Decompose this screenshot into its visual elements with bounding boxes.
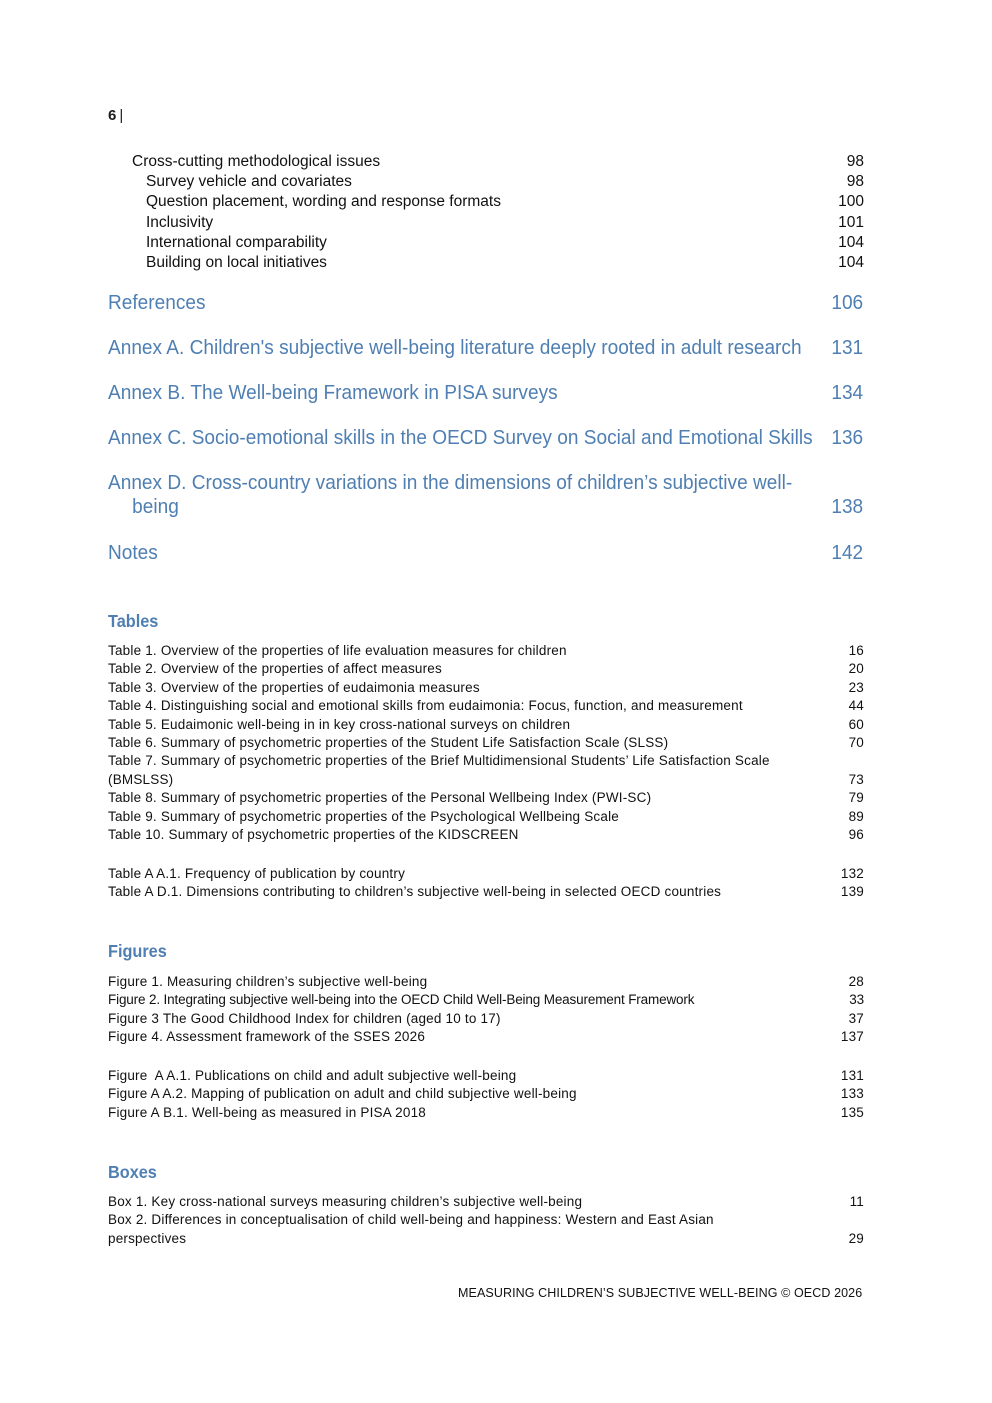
list-item[interactable] [108,697,864,715]
toc-main-entry-page: 136 [831,426,864,449]
toc-main-entry-title-line2: being [132,495,179,518]
toc-entry[interactable] [108,192,864,212]
list-item-title: Table 2. Overview of the properties of affect measures [108,661,442,677]
toc-main-entry[interactable] [108,291,863,315]
list-item-page: 96 [848,827,864,843]
toc-entry-title: Question placement, wording and response formats [146,193,501,211]
list-item-page: 133 [840,1086,864,1102]
list-item-title: Figure 2. Integrating subjective well-being into the OECD Child Well-Being Measurement Framework [108,992,695,1008]
figures-heading: Figures [108,941,167,961]
toc-main-entry[interactable] [108,541,863,565]
toc-entry[interactable] [108,213,864,233]
list-item[interactable] [108,716,864,734]
list-item-page: 139 [840,884,864,900]
list-item-page: 20 [848,661,864,677]
toc-entry-title: International comparability [146,233,327,251]
list-item-title: Figure 1. Measuring children’s subjective well-being [108,974,428,989]
list-item[interactable] [108,1028,864,1046]
toc-main-entry-title: Notes [108,541,158,564]
list-item[interactable] [108,808,864,826]
list-item[interactable] [108,826,864,844]
list-item[interactable] [108,679,864,697]
toc-main-entry-page: 134 [831,381,864,404]
list-item-title: Table 7. Summary of psychometric properties of the Brief Multidimensional Students’ Life Satisfaction Scale (BMSLSS) [108,753,770,787]
list-item-page: 28 [848,974,864,989]
list-item-page: 131 [840,1068,864,1083]
toc-entry-page: 104 [838,233,864,251]
list-item[interactable] [108,973,864,991]
list-item-title: Table 6. Summary of psychometric properties of the Student Life Satisfaction Scale (SLSS) [108,735,669,751]
toc-entry-title: Inclusivity [146,213,214,231]
toc-entry-page: 98 [846,153,864,170]
list-item[interactable] [108,1085,864,1103]
list-item-page: 79 [848,790,864,806]
toc-main-entry-title: Annex C. Socio-emotional skills in the OECD Survey on Social and Emotional Skills [108,426,813,449]
list-item[interactable] [108,642,864,660]
toc-entry-title: Survey vehicle and covariates [146,173,352,191]
list-item[interactable] [108,734,864,752]
list-item-title: Table A D.1. Dimensions contributing to children’s subjective well-being in selected OECD countries [108,884,722,900]
toc-main-entry[interactable] [108,336,863,360]
list-item-title: Figure A A.1. Publications on child and adult subjective well-being [108,1068,517,1083]
list-item-page: 29 [848,1230,864,1246]
toc-entry[interactable] [108,172,864,192]
boxes-list [108,1193,864,1248]
toc-main-entry[interactable] [108,381,863,405]
list-item-page: 44 [848,698,864,714]
list-item[interactable] [108,865,864,883]
page-number-value: 6 [108,107,117,124]
list-item[interactable] [108,1211,864,1248]
toc-entry[interactable] [108,253,864,273]
toc-main-entry-page: 138 [831,495,864,518]
toc-entry-title: Building on local initiatives [146,254,327,272]
list-item-title: Table 10. Summary of psychometric properties of the KIDSCREEN [108,827,519,843]
list-item-page: 70 [848,735,864,751]
list-item[interactable] [108,883,864,901]
toc-main-entry[interactable] [108,426,863,450]
list-item[interactable] [108,1010,864,1028]
list-item-page: 11 [849,1194,864,1209]
list-item-title: Table 3. Overview of the properties of eudaimonia measures [108,679,480,695]
list-item-page: 89 [848,808,864,824]
list-item[interactable] [108,991,864,1009]
page-number [108,107,123,124]
list-item-title: Figure 4. Assessment framework of the SSES 2026 [108,1029,426,1045]
list-item-page: 132 [840,866,864,881]
toc-entry-page: 101 [838,213,864,231]
toc-entry-title: Cross-cutting methodological issues [132,153,381,170]
toc-entry-page: 104 [838,254,864,272]
list-item-title: Box 2. Differences in conceptualisation of child well-being and happiness: Western and East Asian perspectives [108,1212,714,1246]
list-item-title: Table 9. Summary of psychometric properties of the Psychological Wellbeing Scale [108,808,619,824]
toc-sub-entries [108,152,864,273]
annex-figures-list [108,1067,864,1122]
toc-main-entry-page: 131 [831,336,864,359]
toc-main-entry-page: 142 [831,541,864,564]
toc-entry-page: 98 [846,173,864,191]
list-item-title: Table 1. Overview of the properties of life evaluation measures for children [108,643,567,658]
toc-entry-page: 100 [838,193,864,211]
list-item-page: 137 [840,1029,864,1045]
toc-main-entry-title: References [108,291,206,314]
annex-tables-list [108,865,864,902]
toc-entry[interactable] [108,233,864,253]
toc-main-entry[interactable] [108,471,863,519]
toc-main-entry-page: 106 [831,291,864,314]
list-item-title: Figure A A.2. Mapping of publication on adult and child subjective well-being [108,1086,577,1102]
list-item-page: 37 [848,1010,864,1026]
toc-entry[interactable] [108,152,864,172]
boxes-heading: Boxes [108,1162,157,1182]
page-number-separator: | [119,107,124,124]
list-item[interactable] [108,789,864,807]
tables-heading: Tables [108,611,159,631]
page-footer: MEASURING CHILDREN’S SUBJECTIVE WELL-BEING © OECD 2026 [458,1286,863,1300]
toc-main-entry-title: Annex A. Children's subjective well-being literature deeply rooted in adult research [108,336,802,359]
list-item-page: 135 [840,1104,864,1120]
list-item[interactable] [108,752,864,789]
toc-main-entry-title: Annex B. The Well-being Framework in PISA surveys [108,381,558,404]
list-item-title: Table 5. Eudaimonic well-being in in key cross-national surveys on children [108,716,571,732]
list-item-page: 33 [849,992,864,1008]
list-item-title: Table 4. Distinguishing social and emotional skills from eudaimonia: Focus, function, and measurement [108,698,743,714]
list-item[interactable] [108,1104,864,1122]
list-item-page: 60 [848,716,864,732]
list-item-title: Table 8. Summary of psychometric properties of the Personal Wellbeing Index (PWI-SC) [108,790,652,806]
tables-list [108,642,864,844]
list-item-page: 73 [848,771,864,787]
list-item-title: Box 1. Key cross-national surveys measuring children’s subjective well-being [108,1194,583,1209]
figures-list [108,973,864,1047]
list-item-page: 23 [848,679,864,695]
toc-main-entry-title-line1: Annex D. Cross-country variations in the dimensions of children’s subjective well- [108,471,793,494]
list-item-page: 16 [848,643,864,658]
list-item-title: Figure 3 The Good Childhood Index for children (aged 10 to 17) [108,1010,501,1026]
list-item[interactable] [108,1067,864,1085]
list-item[interactable] [108,1193,864,1211]
list-item[interactable] [108,660,864,678]
list-item-title: Table A A.1. Frequency of publication by country [108,866,406,881]
list-item-title: Figure A B.1. Well-being as measured in PISA 2018 [108,1104,426,1120]
